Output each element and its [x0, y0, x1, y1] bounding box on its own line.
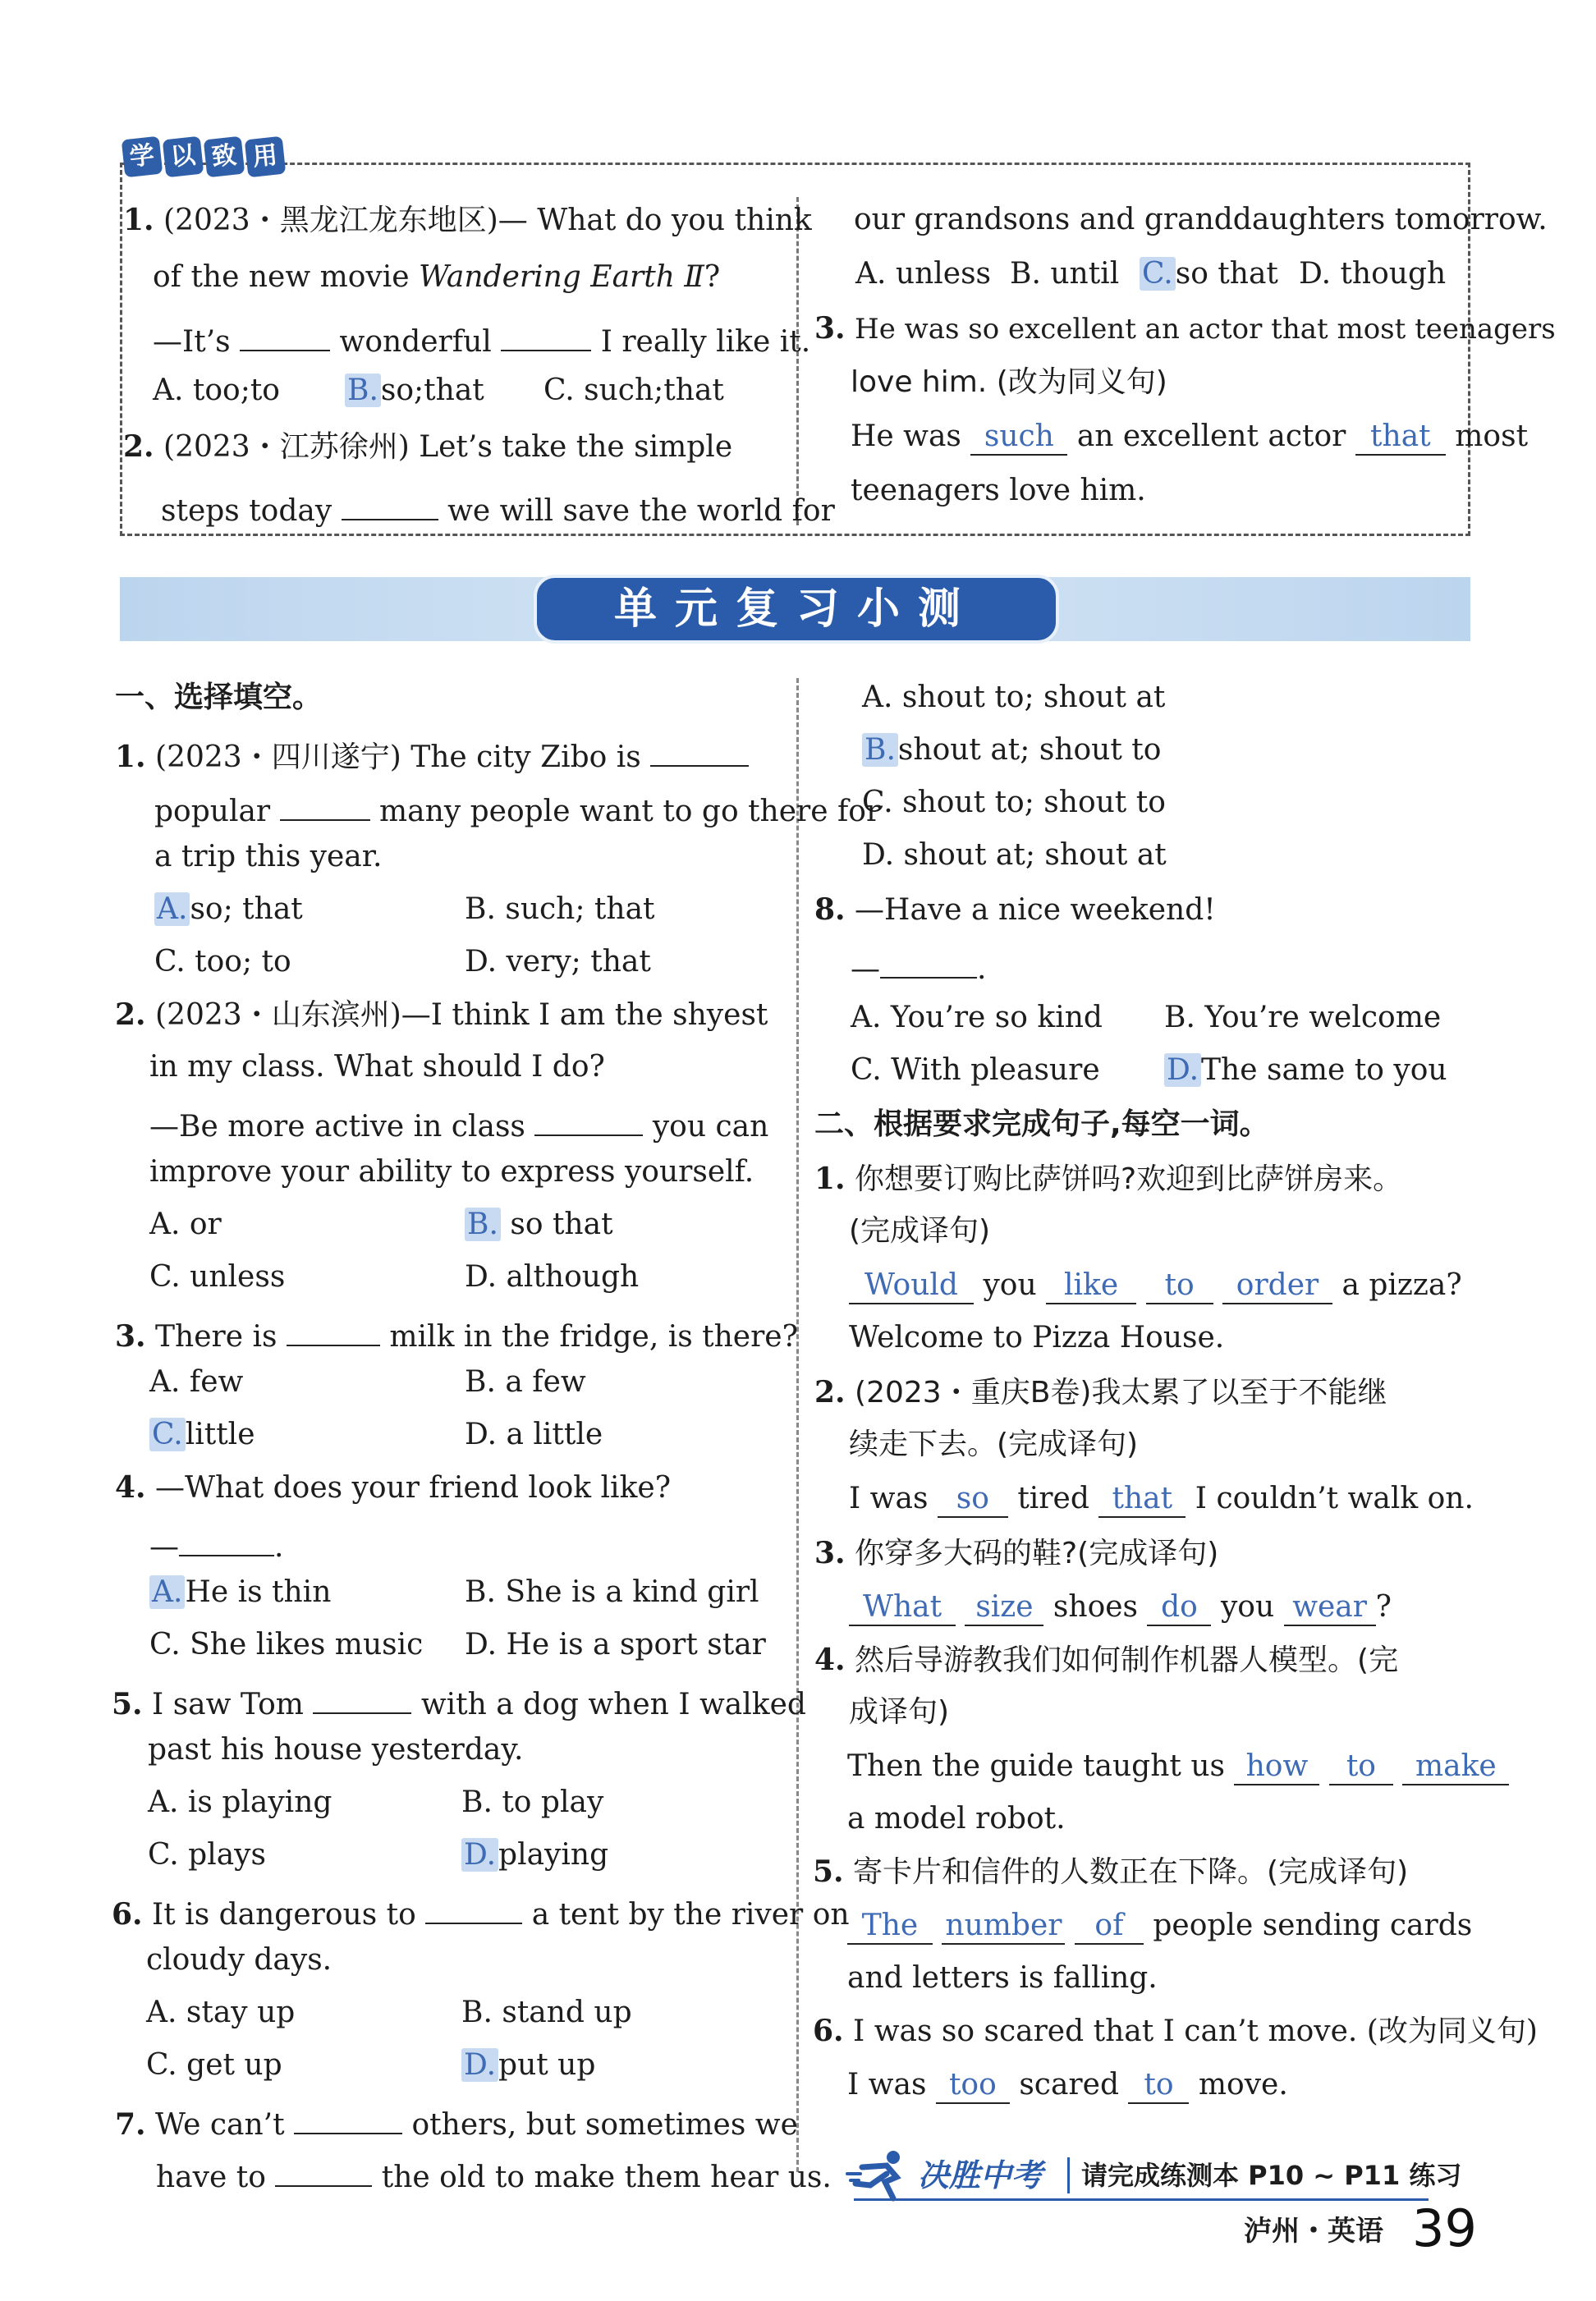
answer-blank[interactable]: wear [1284, 1592, 1376, 1626]
s1-q7-line2 [156, 2152, 832, 2194]
question-text: you can [652, 1110, 769, 1144]
s2-q5-line1 [813, 1854, 1408, 1890]
question-number: 1. [123, 203, 154, 237]
question-number: 4. [814, 1643, 846, 1677]
s2-q1-line1 [814, 1161, 1402, 1197]
question-number: 5. [813, 1854, 844, 1889]
question-number: 2. [123, 429, 154, 464]
question-text: you [1220, 1590, 1275, 1624]
s1-q2-option-c[interactable]: C. unless [149, 1260, 286, 1294]
answer-letter: C. [149, 1418, 186, 1451]
practice-divider [796, 197, 799, 525]
s1-q8-option-c[interactable]: C. With pleasure [851, 1053, 1100, 1087]
question-text: (2023・重庆B卷)我太累了以至于不能继 [855, 1376, 1387, 1409]
s1-q8-line2: — . [851, 944, 986, 980]
answer-blank[interactable] [342, 486, 438, 520]
question-number: 3. [814, 1536, 846, 1570]
question-text: I was [849, 1482, 929, 1515]
practice-q1-option-a[interactable] [153, 373, 280, 409]
option-text: so; that [190, 892, 303, 926]
question-text: It is dangerous to [152, 1898, 416, 1932]
question-text: love him. (改为同义句) [851, 365, 1167, 399]
question-text: of the new movie [153, 260, 410, 294]
question-number: 6. [112, 1897, 143, 1932]
practice-q3-line3 [851, 419, 1528, 455]
answer-blank[interactable] [179, 1522, 274, 1556]
s1-q1-option-a[interactable] [154, 892, 303, 928]
question-text: a pizza? [1341, 1268, 1462, 1302]
answer-blank[interactable] [650, 732, 749, 767]
question-text: — [149, 1530, 179, 1564]
s2-q6-line2 [847, 2067, 1288, 2103]
question-text: our grandsons and granddaughters tomorrow. [854, 203, 1548, 236]
question-text: you [983, 1268, 1037, 1302]
option-text: so that [1175, 257, 1278, 291]
answer-blank[interactable]: to [1128, 2070, 1189, 2104]
s1-q1-line2 [154, 786, 881, 828]
practice-q2-line2 [161, 486, 835, 528]
practice-q1-option-b[interactable] [345, 373, 484, 409]
answer-blank[interactable]: The [847, 1910, 933, 1945]
s2-q6-line1 [813, 2013, 1538, 2049]
practice-q2-option-c[interactable] [1140, 256, 1278, 292]
answer-blank[interactable]: of [1075, 1910, 1144, 1945]
s2-q4-line4: a model robot. [847, 1802, 1066, 1836]
question-text: 然后导游教我们如何制作机器人模型。(完 [855, 1643, 1399, 1677]
question-text: teenagers love him. [851, 474, 1146, 507]
practice-tag-char: 学 [122, 136, 163, 178]
practice-tag-char: 以 [163, 136, 204, 178]
answer-letter: D. [1164, 1053, 1201, 1087]
s1-q5-option-c[interactable]: C. plays [148, 1838, 266, 1872]
option-text: C. such;that [543, 374, 724, 407]
question-text: I couldn’t walk on. [1195, 1482, 1474, 1515]
s1-q8-option-d[interactable] [1164, 1052, 1447, 1089]
answer-blank[interactable] [287, 1312, 380, 1346]
answer-letter: B. [465, 1208, 501, 1241]
s1-q6-option-a[interactable]: A. stay up [146, 1996, 296, 2029]
question-text: many people want to go there for [379, 795, 881, 828]
s1-q6-line1 [112, 1890, 850, 1932]
question-text: (2023・黑龙江龙东地区)— What do you think [163, 204, 812, 237]
question-text: I saw Tom [152, 1688, 304, 1721]
movie-title: Wandering Earth Ⅱ [419, 260, 704, 294]
answer-blank[interactable]: how [1234, 1751, 1319, 1785]
runner-icon [846, 2149, 911, 2202]
question-number: 1. [115, 740, 146, 774]
s1-q5-option-b[interactable]: B. to play [461, 1785, 604, 1819]
question-text: steps today [161, 494, 332, 528]
question-text: —Have a nice weekend! [855, 893, 1216, 927]
s1-q4-option-b[interactable]: B. She is a kind girl [465, 1575, 759, 1609]
s2-q4-line2 [849, 1694, 949, 1730]
s1-q3-line1 [115, 1312, 798, 1354]
answer-blank[interactable]: make [1402, 1751, 1509, 1785]
question-text: (2023・江苏徐州) Let’s take the simple [163, 430, 733, 464]
practice-tag-char: 致 [204, 136, 245, 178]
question-text: (完成译句) [849, 1214, 991, 1248]
question-text: people sending cards [1153, 1909, 1473, 1942]
option-text: put up [498, 2048, 596, 2082]
s1-q5-option-a[interactable]: A. is playing [148, 1785, 332, 1819]
s1-q3-option-c[interactable] [149, 1417, 255, 1453]
s1-q2-line4: improve your ability to express yourself. [149, 1155, 754, 1189]
answer-blank[interactable]: size [965, 1592, 1043, 1626]
page-number: 39 [1412, 2198, 1477, 2258]
question-text: —What does your friend look like? [155, 1471, 671, 1505]
answer-letter: B. [862, 733, 898, 767]
answer-letter: D. [461, 1838, 498, 1872]
answer-blank[interactable]: so [938, 1483, 1008, 1518]
banner-title: 单元复习小测 [534, 575, 1059, 644]
s1-q3-option-d[interactable]: D. a little [465, 1418, 603, 1451]
practice-q1-line3 [153, 317, 811, 359]
question-text: We can’t [155, 2108, 285, 2142]
question-text: move. [1198, 2068, 1288, 2102]
s2-q3-line2 [849, 1589, 1392, 1625]
option-text: playing [498, 1838, 609, 1872]
s1-q3-option-a[interactable]: A. few [149, 1365, 244, 1399]
s1-q2-line1 [115, 997, 768, 1033]
question-text: wonderful [339, 325, 492, 359]
question-text: I really like it. [600, 325, 811, 359]
answer-blank[interactable]: order [1222, 1270, 1332, 1304]
s1-q3-option-b[interactable]: B. a few [465, 1365, 586, 1399]
question-number: 7. [115, 2107, 146, 2142]
s1-q6-option-c[interactable]: C. get up [146, 2048, 282, 2082]
answer-blank[interactable] [240, 317, 330, 351]
answer-blank[interactable] [280, 786, 370, 821]
question-text: shoes [1053, 1590, 1139, 1624]
answer-blank[interactable] [501, 317, 591, 351]
answer-blank[interactable] [275, 2152, 372, 2187]
question-number: 6. [813, 2014, 844, 2048]
s1-q5-line2: past his house yesterday. [148, 1733, 524, 1767]
brand-logo: 决胜中考 [918, 2157, 1043, 2193]
question-number: 2. [115, 997, 146, 1032]
answer-blank[interactable]: do [1147, 1592, 1211, 1626]
s1-q4-option-a[interactable] [149, 1574, 331, 1611]
answer-blank[interactable]: such [970, 421, 1067, 456]
question-text: scared [1019, 2068, 1119, 2102]
question-number: 1. [814, 1162, 846, 1196]
question-text: There is [155, 1320, 277, 1354]
answer-blank[interactable]: What [849, 1592, 956, 1626]
question-text: —Be more active in class [149, 1110, 525, 1144]
s2-q5-line3: and letters is falling. [847, 1961, 1158, 1995]
question-text: 成译句) [849, 1695, 950, 1729]
answer-blank[interactable]: that [1355, 421, 1446, 456]
question-text: He was so excellent an actor that most teenagers [855, 313, 1556, 346]
s2-q4-line1 [814, 1642, 1398, 1678]
s1-q6-line2: cloudy days. [146, 1943, 332, 1977]
question-text: have to [156, 2161, 266, 2194]
s1-q2-option-a[interactable]: A. or [149, 1208, 222, 1241]
s1-q4-line1 [115, 1469, 671, 1506]
s1-q1-option-d[interactable]: D. very; that [465, 945, 651, 979]
practice-q2-option-d[interactable] [1299, 256, 1446, 292]
question-text: 寄卡片和信件的人数正在下降。(完成译句) [853, 1855, 1409, 1889]
question-text: tired [1017, 1482, 1089, 1515]
s1-q5-line1 [112, 1680, 806, 1721]
answer-blank[interactable]: to [1146, 1270, 1213, 1304]
s1-q7-option-c[interactable]: C. shout to; shout to [862, 786, 1166, 819]
s2-q1-line4: Welcome to Pizza House. [849, 1321, 1225, 1354]
question-text: an excellent actor [1076, 419, 1346, 453]
answer-blank[interactable] [534, 1102, 643, 1136]
s2-q5-line2 [847, 1908, 1472, 1944]
option-text: shout at; shout to [897, 733, 1162, 767]
s2-q2-line2 [849, 1427, 1138, 1463]
s1-q8-line1 [814, 892, 1216, 928]
s1-q6-option-d[interactable] [461, 2047, 595, 2083]
s2-q4-line3 [847, 1749, 1509, 1785]
question-text: milk in the fridge, is there? [389, 1320, 798, 1354]
practice-reference: 请完成练测本 P10 ~ P11 练习 [1067, 2157, 1461, 2193]
s1-q5-option-d[interactable] [461, 1837, 608, 1873]
answer-blank[interactable]: to [1329, 1751, 1393, 1785]
footer-rule [854, 2198, 1429, 2201]
question-text: ? [1375, 1590, 1392, 1624]
s1-q2-option-b[interactable] [465, 1207, 613, 1243]
question-text: the old to make them hear us. [381, 2161, 832, 2194]
question-text: 你想要订购比萨饼吗?欢迎到比萨饼房来。 [855, 1162, 1403, 1196]
question-number: 5. [112, 1687, 143, 1721]
answer-blank[interactable] [425, 1890, 522, 1924]
s2-q1-line2 [849, 1213, 990, 1249]
option-text: The same to you [1201, 1053, 1447, 1087]
answer-letter: B. [345, 374, 381, 407]
question-number: 3. [115, 1319, 146, 1354]
s2-q2-line1 [814, 1374, 1387, 1410]
question-text: 你穿多大码的鞋?(完成译句) [855, 1537, 1219, 1570]
question-number: 2. [814, 1375, 846, 1409]
practice-tag [123, 138, 284, 179]
s1-q4-option-c[interactable]: C. She likes music [149, 1628, 424, 1662]
practice-q1-option-c[interactable] [543, 373, 724, 409]
section2-title: 二、根据要求完成句子,每空一词。 [814, 1107, 1269, 1141]
question-text: He was [851, 419, 961, 453]
answer-blank[interactable]: like [1046, 1270, 1136, 1304]
answer-letter: D. [461, 2048, 498, 2082]
question-text: (2023・山东滨州)—I think I am the shyest [155, 998, 768, 1032]
s1-q1-option-c[interactable]: C. too; to [154, 945, 291, 979]
option-text: so;that [380, 374, 484, 407]
s1-q8-option-b[interactable]: B. You’re welcome [1164, 1001, 1442, 1034]
practice-q3-line4 [851, 473, 1146, 509]
question-number: 4. [115, 1470, 146, 1505]
practice-tag-char: 用 [245, 136, 287, 178]
practice-q2-line1 [123, 429, 732, 465]
question-text: I was [847, 2068, 927, 2102]
answer-letter: A. [149, 1575, 185, 1609]
question-text: 续走下去。(完成译句) [849, 1428, 1139, 1461]
question-number: 8. [814, 892, 846, 927]
s1-q7-option-b[interactable] [862, 732, 1161, 768]
option-text: so that [510, 1208, 613, 1241]
question-text: — [851, 952, 880, 986]
option-text: A. too;to [153, 374, 280, 407]
question-text: I was so scared that I can’t move. (改为同义句) [853, 2015, 1538, 2048]
question-text: —It’s [153, 325, 231, 359]
s1-q7-option-d[interactable]: D. shout at; shout at [862, 838, 1167, 872]
question-text: we will save the world for [447, 494, 835, 528]
practice-q2-option-a[interactable] [855, 256, 991, 292]
question-text: ? [704, 260, 721, 294]
question-text: Then the guide taught us [847, 1749, 1225, 1783]
answer-blank[interactable]: number [942, 1910, 1065, 1945]
question-text: popular [154, 795, 271, 828]
practice-q1-line2 [153, 259, 720, 296]
option-text: D. though [1299, 257, 1447, 291]
answer-blank[interactable] [294, 2100, 402, 2134]
practice-q1-line1 [123, 202, 812, 238]
question-text: (2023・四川遂宁) The city Zibo is [155, 740, 641, 774]
practice-q2-option-b[interactable] [1010, 256, 1119, 292]
question-text: others, but sometimes we [411, 2108, 798, 2142]
question-number: 3. [814, 311, 846, 346]
s1-q4-option-d[interactable]: D. He is a sport star [465, 1628, 766, 1662]
s1-q6-option-b[interactable]: B. stand up [461, 1996, 632, 2029]
section1-title: 一、选择填空。 [115, 681, 323, 714]
region-subject: 泸州・英语 [1244, 2215, 1383, 2248]
answer-blank[interactable]: that [1098, 1483, 1186, 1518]
s1-q4-line2: — . [149, 1522, 283, 1558]
question-text: most [1455, 419, 1529, 453]
answer-letter: C. [1140, 257, 1176, 291]
answer-blank[interactable] [880, 944, 977, 979]
option-text: little [185, 1418, 255, 1451]
practice-q3-line1 [814, 310, 1556, 346]
s2-q2-line3 [849, 1481, 1474, 1517]
s1-q8-option-a[interactable]: A. You’re so kind [851, 1001, 1103, 1034]
practice-q2-line3 [854, 202, 1548, 238]
question-text: a tent by the river on [531, 1898, 850, 1932]
answer-blank[interactable]: too [936, 2070, 1010, 2104]
s1-q1-line1 [115, 732, 749, 774]
answer-letter: A. [154, 892, 190, 926]
column-divider [796, 678, 799, 2172]
question-text: with a dog when I walked [420, 1688, 806, 1721]
option-text: He is thin [185, 1575, 332, 1609]
s1-q1-line3: a trip this year. [154, 840, 383, 873]
s1-q7-line1 [115, 2100, 798, 2142]
option-text: B. until [1010, 257, 1120, 291]
answer-blank[interactable]: Would [849, 1270, 974, 1304]
practice-q3-line2 [851, 364, 1167, 401]
s1-q7-option-a[interactable]: A. shout to; shout at [862, 681, 1166, 714]
s1-q2-line2: in my class. What should I do? [149, 1050, 605, 1084]
option-text: A. unless [855, 257, 992, 291]
s1-q2-line3 [149, 1102, 769, 1144]
answer-blank[interactable] [313, 1680, 411, 1714]
s2-q3-line1 [814, 1535, 1218, 1571]
s1-q2-option-d[interactable]: D. although [465, 1260, 640, 1294]
s1-q1-option-b[interactable]: B. such; that [465, 892, 655, 926]
s2-q1-line3 [849, 1267, 1462, 1304]
